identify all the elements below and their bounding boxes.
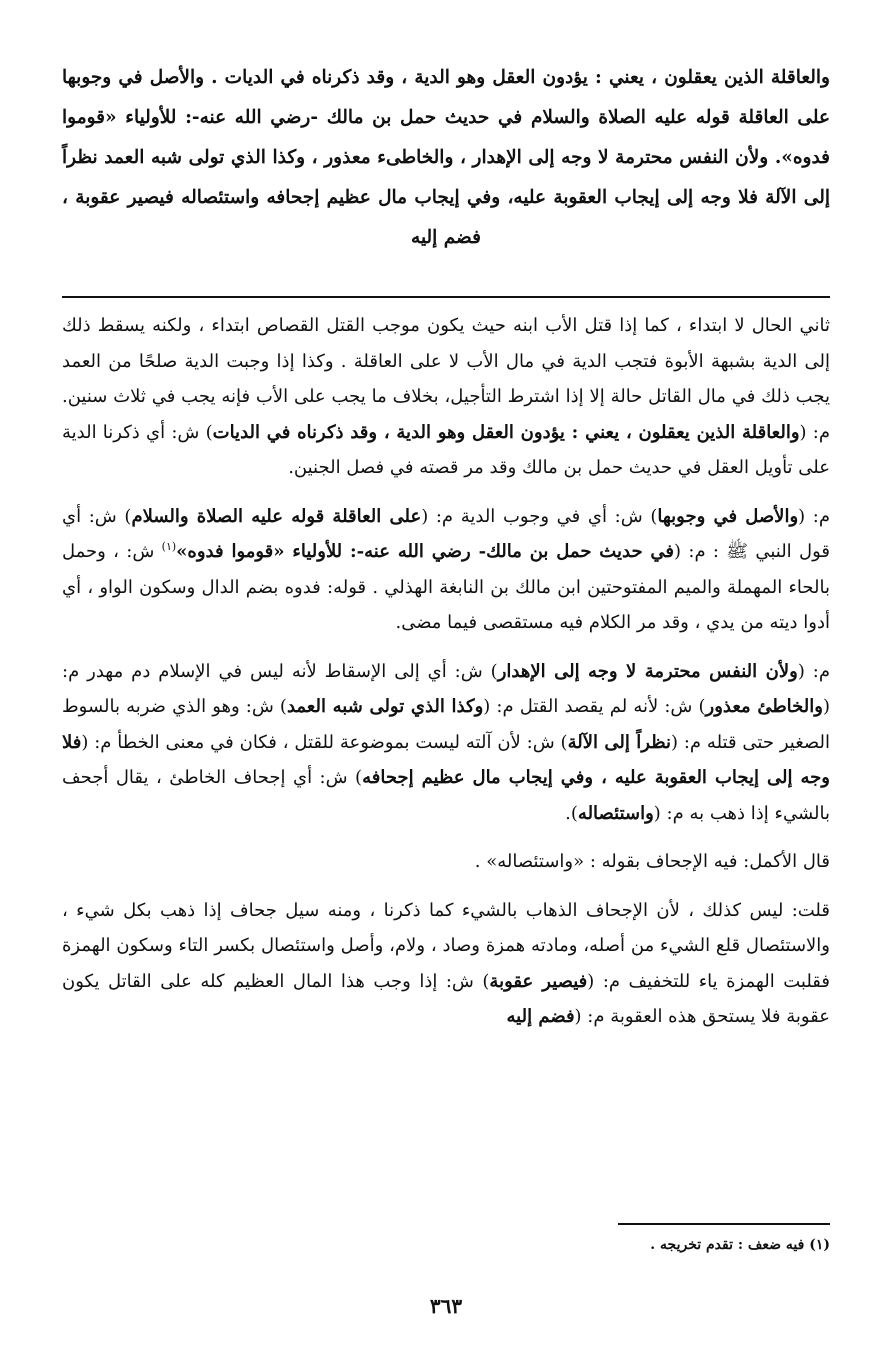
commentary-paragraph: قال الأكمل: فيه الإجحاف بقوله : «واستئصاله» . — [474, 851, 830, 872]
quoted-matn: وكذا الذي تولى شبه العمد — [286, 696, 484, 717]
commentary-text: قلت: ليس كذلك ، لأن الإجحاف الذهاب بالشيء كما ذكرنا ، ومنه سيل جحاف إذا ذهب بكل شيء ، والاستئصال قلع الشيء من أصله، ومادته همزة وصاد ، ولام، وأصل واستئصال بكسر التاء وسكون الهمزة فقلبت الهمزة ياء للتخفيف م: ( — [62, 899, 830, 992]
commentary-text: ) ش: إذا وجب هذا المال العظيم كله على القاتل يكون عقوبة فلا يستحق هذه العقوبة م: ( — [62, 970, 830, 1027]
commentary-paragraph — [62, 499, 830, 641]
commentary-paragraph — [62, 893, 830, 1035]
commentary-text: م: ( — [797, 660, 830, 682]
commentary-text: ) ش: أي في وجوب الدية م: ( — [421, 505, 658, 527]
section-divider — [62, 296, 830, 298]
quoted-matn: فضم إليه — [506, 1006, 575, 1027]
commentary-text: ) ش: أي ذكرنا الدية على تأويل العقل في حديث حمل بن مالك وقد مر قصته في فصل الجنين. — [62, 421, 830, 478]
commentary-text: ) ش: لأنه لم يقصد القتل م: ( — [483, 696, 706, 717]
quoted-matn: واستئصاله — [577, 802, 654, 824]
commentary-paragraph — [62, 308, 830, 486]
quoted-matn: فلا وجه إلى إيجاب العقوبة عليه ، وفي إيجاب مال عظيم إجحافه — [62, 731, 830, 788]
commentary-text: ) ش: أي قول النبي ﷺ : م: ( — [62, 505, 830, 562]
main-text: والعاقلة الذين يعقلون ، يعني : يؤدون العقل وهو الدية ، وقد ذكرناه في الديات . والأصل في وجوبها على العاقلة قوله عليه الصلاة والسلام في حديث حمل بن مالك -رضي الله عنه-: للأولياء «قوموا فدوه». ولأن النفس محترمة لا وجه إلى الإهدار ، والخاطىء معذور ، وكذا الذي تولى شبه العمد نظراً إلى الآلة فلا وجه إلى إيجاب العقوبة عليه، وفي إيجاب مال عظيم إجحافه واستئصاله فيصير عقوبة ، فضم إليه — [62, 67, 830, 248]
footnote-marker: (١) — [161, 540, 177, 553]
commentary-text: ثاني الحال لا ابتداء ، كما إذا قتل الأب ابنه حيث يكون موجب القتل القصاص ابتداء ، ولكنه يسقط ذلك إلى الدية بشبهة الأبوة فتجب الدية في مال الأب لا على العاقلة . وكذا إذا وجبت الدية صلحًا من العمد يجب ذلك في مال القاتل حالة إلا إذا اشترط التأجيل، بخلاف ما يجب على الأب فإنه يجب في ثلاث سنين. م: ( — [62, 315, 830, 443]
quoted-matn: فيصير عقوبة — [489, 970, 588, 992]
quoted-matn: نظراً إلى الآلة — [567, 731, 671, 753]
quoted-matn: والأصل في وجوبها — [657, 505, 799, 527]
footnote-divider — [618, 1223, 830, 1225]
commentary-text: ) ش: أي إلى الإسقاط لأنه ليس في الإسلام دم مهدر م: ( — [62, 660, 830, 717]
quoted-matn: والعاقلة الذين يعقلون ، يعني : يؤدون العقل وهو الدية ، وقد ذكرناه في الديات — [212, 421, 800, 443]
commentary — [62, 308, 830, 1035]
commentary-text: ) ش: لأن آلته ليست بموضوعة للقتل ، فكان في معنى الخطأ م: ( — [81, 731, 568, 753]
footnote: (١) فيه ضعف : تقدم تخريجه . — [650, 1237, 830, 1253]
commentary-text: ) ش: أي إجحاف الخاطئ ، يقال أجحف بالشيء إذا ذهب به م: ( — [62, 767, 830, 824]
page-number: ٣٦٣ — [429, 1294, 463, 1318]
commentary-text: ش: ، وحمل بالحاء المهملة والميم المفتوحتين ابن مالك بن النابغة الهذلي . قوله: فدوه بضم الدال وسكون الواو ، أي أدوا ديته من يدي ، وقد مر الكلام فيه مستقصى فيما مضى. — [62, 541, 830, 633]
commentary-text: ). — [565, 802, 578, 824]
quoted-matn: في حديث حمل بن مالك- رضي الله عنه-: للأولياء «قوموا فدوه» — [176, 541, 675, 562]
quoted-matn: على العاقلة قوله عليه الصلاة والسلام — [131, 505, 422, 527]
quoted-matn: ولأن النفس محترمة لا وجه إلى الإهدار — [497, 660, 798, 682]
commentary-text: م: ( — [798, 505, 831, 527]
commentary-text: ) ش: وهو الذي ضربه بالسوط الصغير حتى قتله م: ( — [62, 696, 830, 753]
document-page — [62, 58, 830, 1348]
quoted-matn: والخاطئ معذور — [705, 696, 823, 717]
commentary-paragraph — [62, 654, 830, 832]
